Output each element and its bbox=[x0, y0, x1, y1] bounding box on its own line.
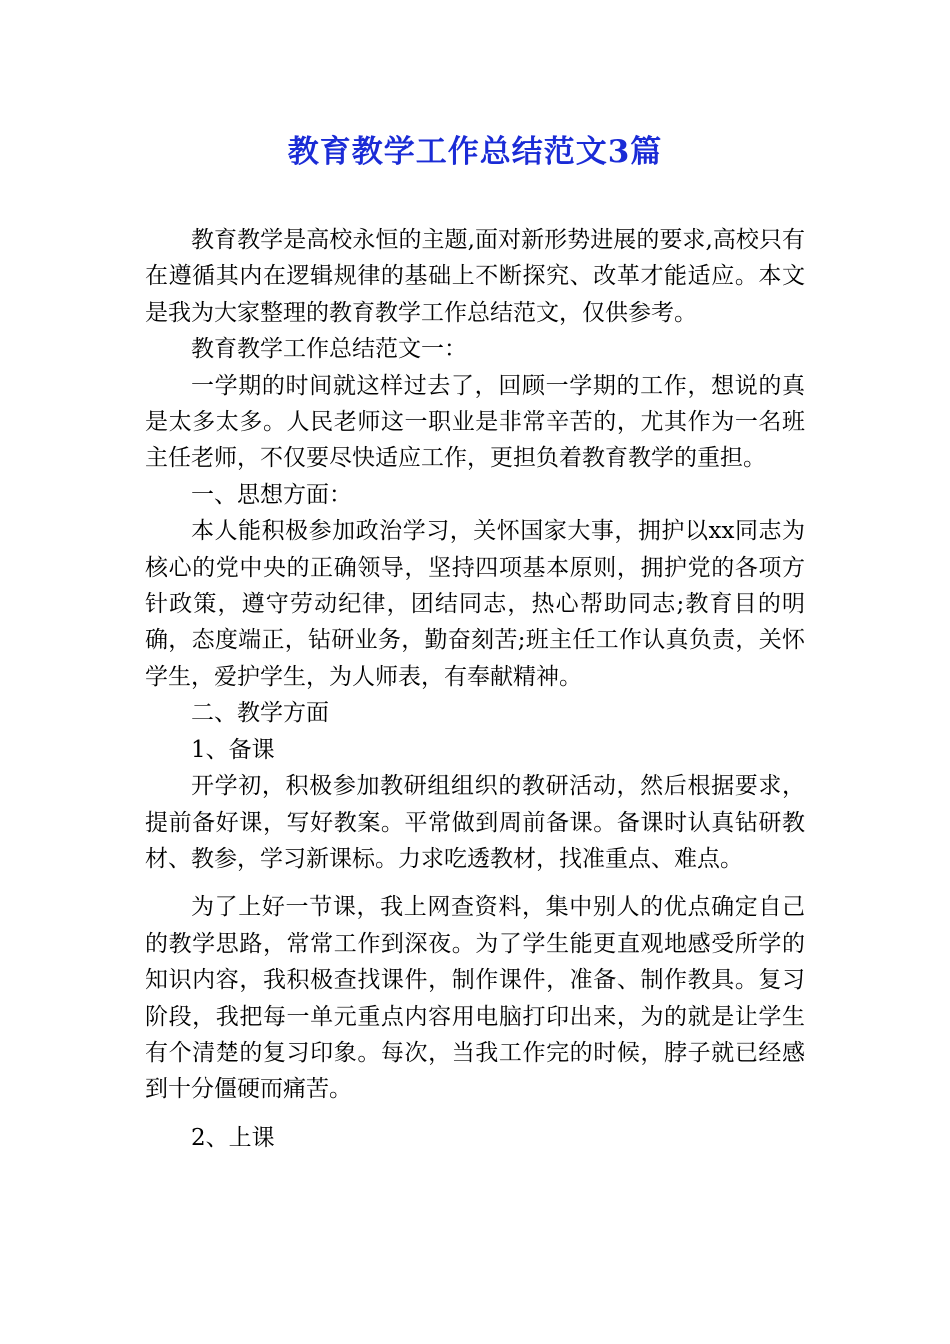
body-paragraph: 开学初，积极参加教研组组织的教研活动，然后根据要求，提前备好课，写好教案。平常做到周前备课。备课时认真钻研教材、教参，学习新课标。力求吃透教材，找准重点、难点。 bbox=[145, 773, 805, 872]
paragraph-spacing bbox=[145, 1108, 805, 1120]
section-heading-teaching: 二、教学方面 bbox=[191, 700, 329, 727]
paragraph-spacing bbox=[145, 877, 805, 889]
document-title: 教育教学工作总结范文3篇 bbox=[287, 134, 663, 170]
subsection-heading-class: 2、上课 bbox=[191, 1124, 275, 1151]
body-paragraph: 一学期的时间就这样过去了，回顾一学期的工作，想说的真是太多太多。人民老师这一职业是非常辛苦的，尤其作为一名班主任老师，不仅要尽快适应工作，更担负着教育教学的重担。 bbox=[145, 372, 805, 472]
subsection-heading-lesson-prep: 1、备课 bbox=[191, 736, 275, 763]
document-body bbox=[145, 222, 805, 1156]
section-heading-sample-one: 教育教学工作总结范文一： bbox=[191, 336, 467, 363]
intro-paragraph: 教育教学是高校永恒的主题,面对新形势进展的要求,高校只有在遵循其内在逻辑规律的基础上不断探究、改革才能适应。本文是我为大家整理的教育教学工作总结范文，仅供参考。 bbox=[145, 227, 805, 326]
body-paragraph: 为了上好一节课，我上网查资料，集中别人的优点确定自己的教学思路，常常工作到深夜。为了学生能更直观地感受所学的知识内容，我积极查找课件，制作课件，准备、制作教具。复习阶段，我把每一单元重点内容用电脑打印出来，为的就是让学生有个清楚的复习印象。每次，当我工作完的时候，脖子就已经感到十分僵硬而痛苦。 bbox=[145, 894, 805, 1103]
section-heading-thought: 一、思想方面： bbox=[191, 481, 352, 508]
body-paragraph: 本人能积极参加政治学习，关怀国家大事，拥护以xx同志为核心的党中央的正确领导，坚持四项基本原则，拥护党的各项方针政策，遵守劳动纪律，团结同志，热心帮助同志;教育目的明确，态度端正，钻研业务，勤奋刻苦;班主任工作认真负责，关怀学生，爱护学生，为人师表，有奉献精神。 bbox=[145, 518, 805, 690]
